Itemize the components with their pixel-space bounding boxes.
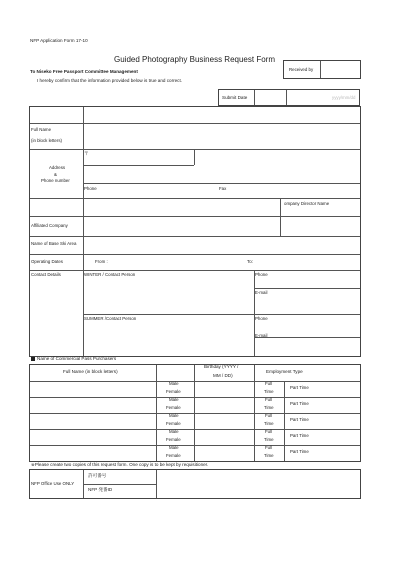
col-birthday-1: Birthday (YYYY / (204, 364, 239, 369)
summer-contact-label: SUMMER /Contact Person (84, 316, 137, 321)
female-option[interactable]: Female (166, 405, 181, 410)
ampersand-label: & (54, 172, 57, 177)
col-full-name: Full Name (in block letters) (63, 369, 118, 374)
col-birthday-2: MM / DD) (213, 373, 233, 378)
male-option[interactable]: Male (169, 445, 179, 450)
full-name-label: Full Name (31, 127, 52, 132)
page-title: Guided Photography Business Request Form (114, 55, 275, 64)
full-option[interactable]: Full (265, 397, 273, 402)
full-option[interactable]: Full (265, 429, 273, 434)
to-line: To Niseko Free Passport Committee Management (30, 69, 138, 74)
full-option[interactable]: Full (265, 381, 273, 386)
time-label: Time (264, 405, 274, 410)
time-label: Time (264, 389, 274, 394)
address-label: Address (49, 165, 66, 170)
time-label: Time (264, 437, 274, 442)
male-option[interactable]: Male (169, 429, 179, 434)
base-area-label: Name of Base Ski Area (31, 241, 77, 246)
nfp-number-label: NFP 発番ID (88, 487, 113, 492)
applicant-table (29, 106, 361, 357)
part-time-option[interactable]: Part Time (290, 385, 309, 390)
from-label: From : (95, 259, 108, 264)
full-option[interactable]: Full (265, 445, 273, 450)
submit-date-box (218, 89, 360, 106)
part-time-option[interactable]: Part Time (290, 401, 309, 406)
part-time-option[interactable]: Part Time (290, 433, 309, 438)
operating-dates-label: Operating Dates (31, 259, 63, 264)
time-label: Time (264, 421, 274, 426)
pass-table (29, 364, 361, 462)
time-label: Time (264, 453, 274, 458)
submit-date-label: Submit Date (222, 95, 248, 100)
block-letters-label: (in block letters) (31, 138, 62, 143)
male-option[interactable]: Male (169, 413, 179, 418)
received-by-box (283, 60, 361, 79)
female-option[interactable]: Female (166, 389, 181, 394)
phone-number-label: Phone number (41, 178, 70, 183)
submit-date-field[interactable]: yyyy/mm/dd (332, 95, 356, 100)
col-employment: Employment Type (266, 369, 303, 374)
summer-phone-label: Phone (255, 316, 268, 321)
received-by-label: Received by (289, 67, 314, 72)
winter-phone-label: Phone (255, 272, 268, 277)
office-use-label: NFP Office Use ONLY (31, 481, 75, 486)
copies-note: ※Please create two copies of this request form. One copy is to be kept by requisitioner. (31, 462, 209, 467)
form-code: NFP Application Form 17-10 (30, 38, 88, 43)
to-label: To: (247, 259, 253, 264)
winter-contact-label: WINTER / Contact Person (84, 272, 136, 277)
postal-mark: 〒 (84, 151, 89, 156)
section-bullet (31, 357, 35, 361)
female-option[interactable]: Female (166, 421, 181, 426)
female-option[interactable]: Female (166, 437, 181, 442)
fax-label: Fax (219, 186, 227, 191)
director-label: ompany Director Name (284, 201, 330, 206)
contact-details-label: Contact Details (31, 272, 61, 277)
full-option[interactable]: Full (265, 413, 273, 418)
office-use-box (29, 469, 361, 499)
male-option[interactable]: Male (169, 397, 179, 402)
male-option[interactable]: Male (169, 381, 179, 386)
pass-section-heading: Name of Commercial Pass Purchasers (37, 356, 117, 361)
affiliated-company-label: Affiliated Company (31, 223, 68, 228)
summer-email-label: E-mail (255, 333, 268, 338)
confirm-line: I hereby confirm that the information provided below is true and correct. (37, 78, 183, 83)
part-time-option[interactable]: Part Time (290, 449, 309, 454)
winter-email-label: E-mail (255, 290, 268, 295)
female-option[interactable]: Female (166, 453, 181, 458)
part-time-option[interactable]: Part Time (290, 417, 309, 422)
permit-number-label: 許可番号 (88, 473, 107, 478)
phone-label: Phone (84, 186, 97, 191)
